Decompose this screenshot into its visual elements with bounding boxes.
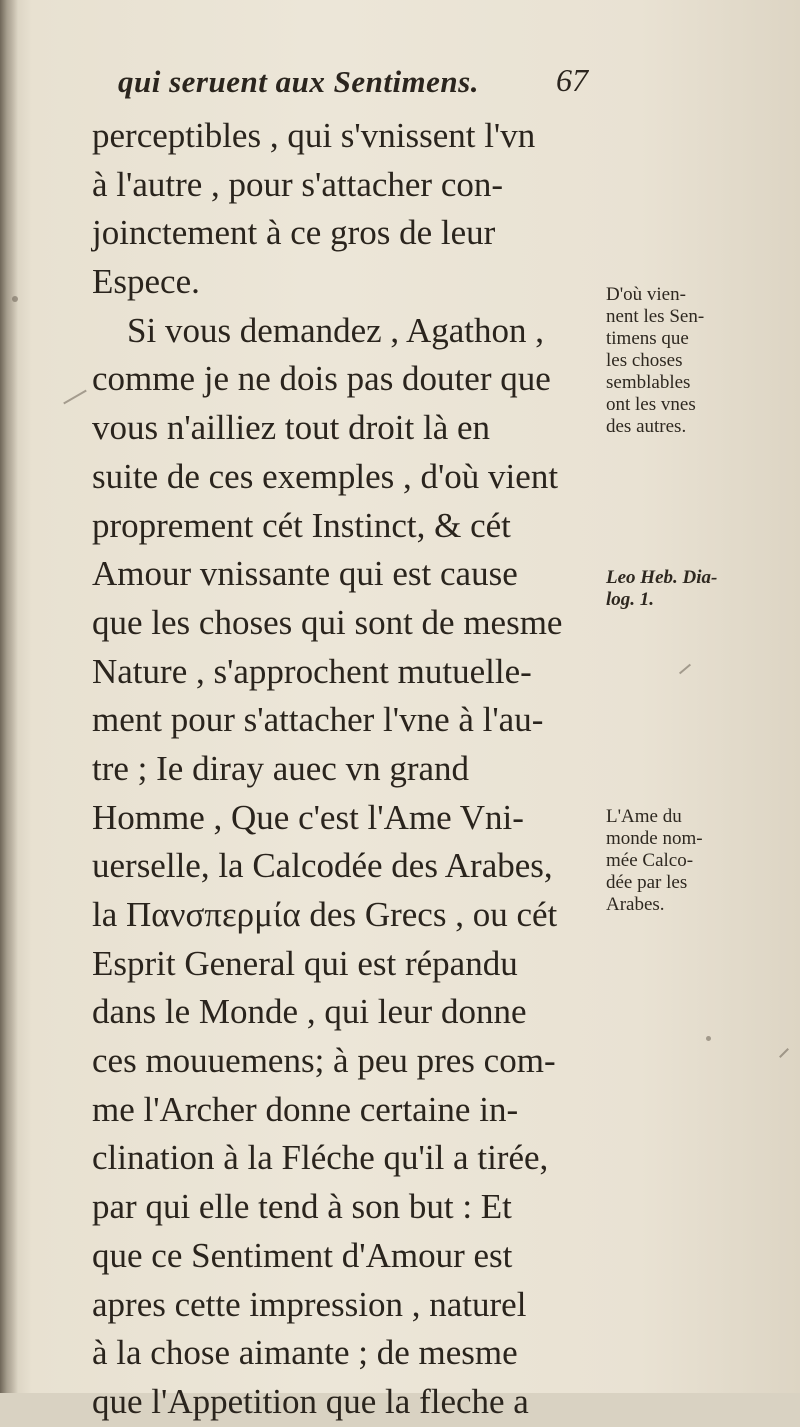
note-line: nent les Sen- [606,306,705,327]
paper-speck [12,296,18,302]
text-line: perceptibles , qui s'vnissent l'vn [92,116,536,155]
note-line: log. 1. [606,589,655,610]
note-line: semblables [606,372,691,393]
text-line: Esprit General qui est répandu [92,943,518,983]
text-line: à l'autre , pour s'attacher con- [92,164,504,204]
text-line: ment pour s'attacher l'vne à l'au- [92,700,544,740]
note-line: ont les vnes [606,394,696,415]
note-line: Leo Heb. Dia- [606,567,718,588]
text-line: Amour vnissante qui est cause [92,554,518,594]
page-number: 67 [556,62,588,98]
margin-note-origin-of-sentiments [606,284,781,438]
text-line: joinctement à ce gros de leur [92,213,496,253]
note-line: dée par les [606,872,688,893]
text-line: ces mouuemens; à peu pres com- [92,1041,556,1081]
note-line: les choses [606,350,683,371]
note-line: D'où vien- [606,284,686,305]
paper-speck [779,1048,789,1058]
note-line: des autres. [606,416,687,437]
paper-speck [679,664,691,675]
text-line: Espece. [92,262,200,302]
text-line: uerselle, la Calcodée des Arabes, [92,846,553,886]
gutter-shadow [0,0,18,1393]
text-line: à la chose aimante ; de mesme [92,1333,518,1373]
text-line: me l'Archer donne certaine in- [92,1089,519,1129]
text-line: Nature , s'approchent mutuelle- [92,651,532,691]
page-header [118,52,598,112]
running-head: qui seruent aux Sentimens. [118,64,479,99]
note-line: monde nom- [606,828,703,849]
main-text [92,112,612,1427]
paper-speck [706,1036,711,1041]
text-line: clination à la Fléche qu'il a tirée, [92,1138,549,1178]
text-line: suite de ces exemples , d'où vient [92,456,559,496]
note-line: mée Calco- [606,850,694,871]
text-line: apres cette impression , naturel [92,1284,527,1324]
note-line: L'Ame du [606,806,682,827]
text-line: Homme , Que c'est l'Ame Vni- [92,797,524,837]
text-line: comme je ne dois pas douter que [92,359,551,399]
margin-note-world-soul [606,806,781,916]
note-line: timens que [606,328,689,349]
text-line: tre ; Ie diray auec vn grand [92,748,470,788]
text-line: que les choses qui sont de mesme [92,602,563,642]
text-line: vous n'ailliez tout droit là en [92,408,491,448]
text-line: que ce Sentiment d'Amour est [92,1235,513,1275]
text-line: Si vous demandez , Agathon , [92,310,545,350]
text-line: dans le Monde , qui leur donne [92,992,527,1032]
note-line: Arabes. [606,894,665,915]
text-line: que l'Appetition que la fleche a [92,1381,529,1421]
text-line: la Πανσπερμία des Grecs , ou cét [92,895,558,934]
paper-speck [63,390,87,405]
margin-note-citation [606,567,781,611]
text-line: proprement cét Instinct, & cét [92,505,511,545]
text-line: par qui elle tend à son but : Et [92,1187,512,1227]
